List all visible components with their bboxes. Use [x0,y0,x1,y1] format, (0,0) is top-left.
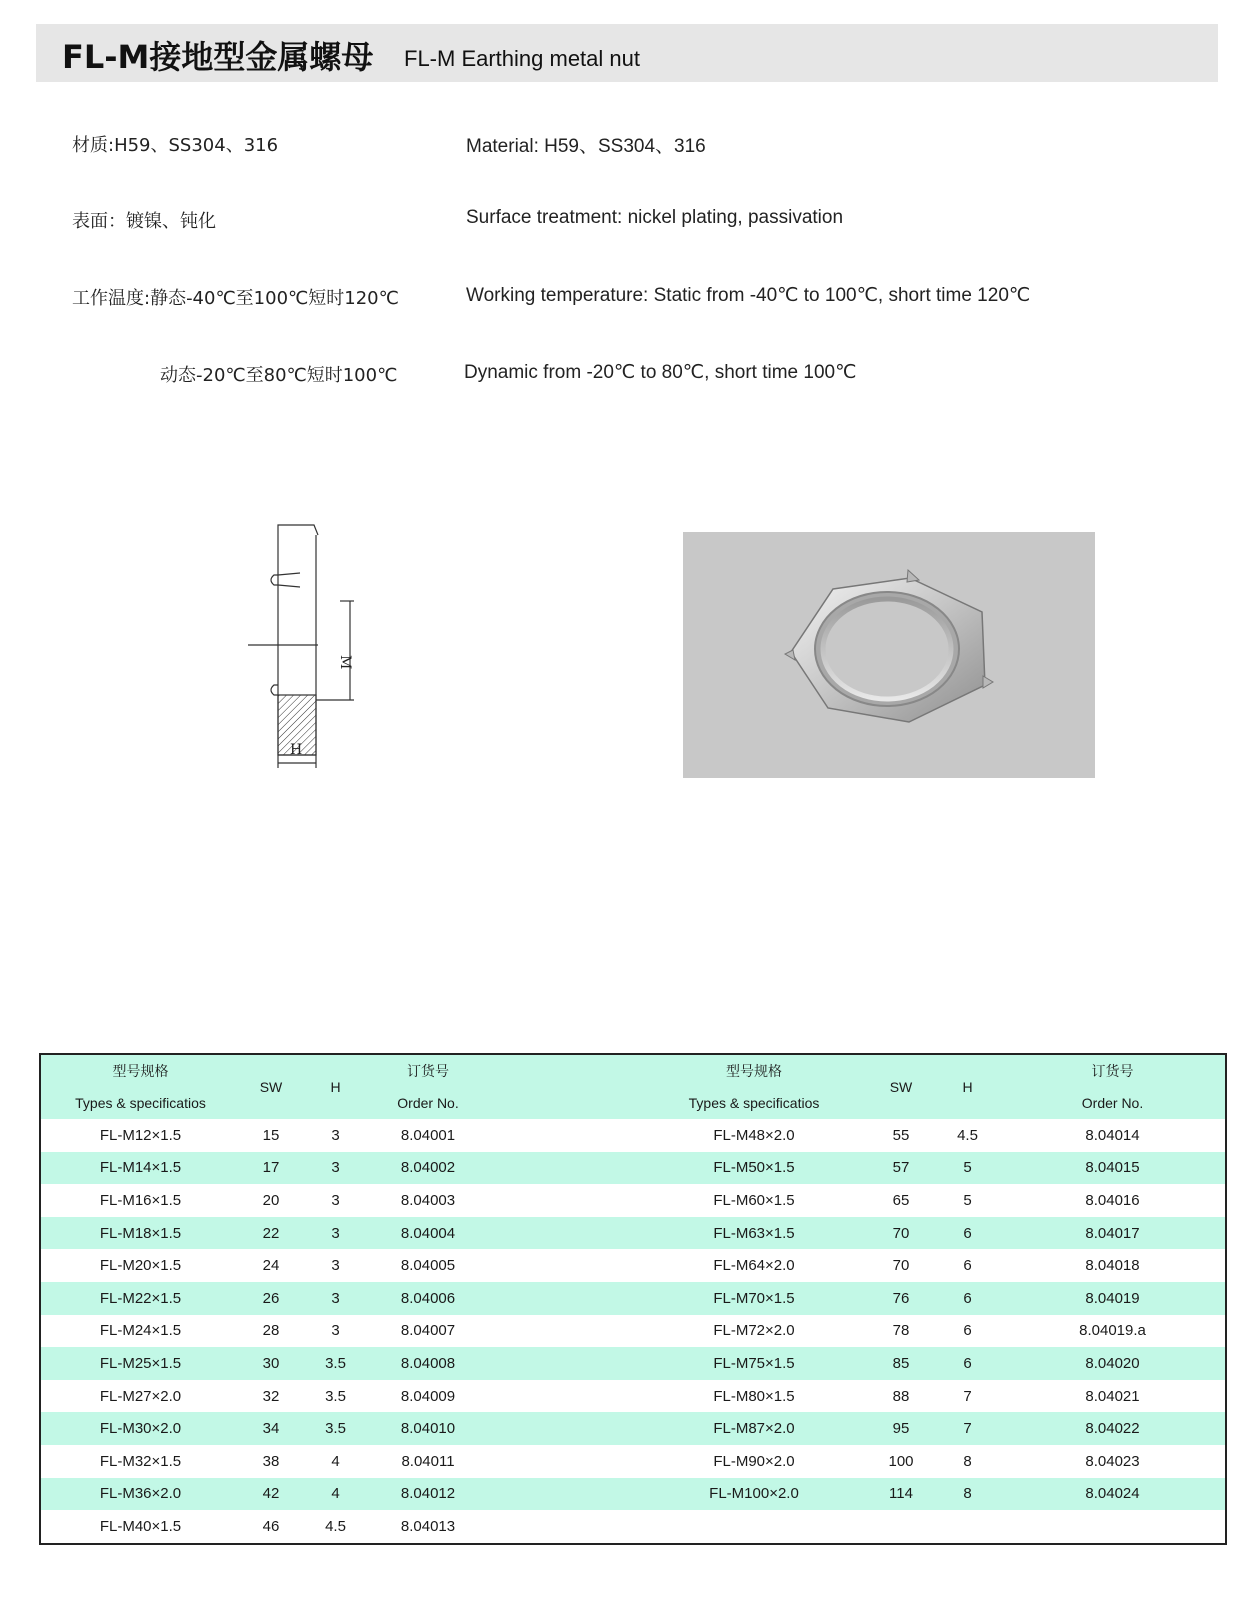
cell-left-order: 8.04004 [400,1224,456,1242]
table-row [40,1380,1226,1413]
cell-left-type: FL-M16×1.5 [99,1191,182,1209]
cell-right-type: FL-M63×1.5 [713,1224,795,1242]
cell-right-type: FL-M72×2.0 [713,1322,795,1340]
header-type-zh: 型号规格 [112,1064,169,1080]
cell-left-type: FL-M14×1.5 [99,1159,182,1177]
cell-right-sw: 85 [892,1354,910,1372]
header-order-en: Order No. [397,1095,459,1111]
cell-left-h: 3 [331,1126,340,1144]
cell-left-order: 8.04009 [400,1387,456,1405]
cell-left-order: 8.04007 [400,1322,456,1340]
cell-right-order: 8.04023 [1085,1452,1140,1470]
cell-right-type: FL-M90×2.0 [713,1452,795,1470]
cell-left-order: 8.04011 [401,1452,455,1470]
cell-right-type: FL-M80×1.5 [713,1387,795,1405]
table-row [40,1347,1226,1380]
header-order-zh: 订货号 [407,1064,449,1080]
cell-right-order: 8.04014 [1085,1126,1140,1144]
cell-left-sw: 46 [262,1517,280,1535]
cell-left-h: 4 [331,1452,340,1470]
cell-right-sw: 55 [892,1126,910,1144]
cell-right-order: 8.04015 [1085,1159,1140,1177]
page-title-zh: FL-M接地型金属螺母 [62,38,374,76]
cell-right-order: 8.04021 [1085,1387,1140,1405]
cell-left-sw: 20 [262,1191,280,1209]
cell-right-h: 6 [963,1354,972,1372]
cell-left-h: 3.5 [325,1387,346,1405]
table-row [40,1445,1226,1478]
cell-right-h: 7 [963,1420,972,1438]
cell-spacer [487,1510,641,1544]
spec-surface-en: Surface treatment: nickel plating, passivation [466,207,844,228]
cell-left-sw: 22 [262,1224,280,1242]
spec-temp-zh: 工作温度:静态-40℃至100℃短时120℃ [72,288,399,309]
cell-right-type: FL-M100×2.0 [709,1485,799,1503]
cell-left-sw: 32 [262,1387,280,1405]
cell-left-type: FL-M18×1.5 [99,1224,182,1242]
cell-left-type: FL-M27×2.0 [99,1387,182,1405]
header-h-right: H [962,1079,973,1095]
cell-left-order: 8.04013 [400,1517,456,1535]
cell-left-sw: 26 [262,1289,280,1307]
cell-spacer [487,1119,641,1152]
spec-material-zh: 材质:H59、SS304、316 [72,135,279,156]
cell-spacer [487,1152,641,1185]
table-row [40,1315,1226,1348]
cell-left-h: 4 [331,1485,340,1503]
cell-right-order: 8.04024 [1085,1485,1140,1503]
cell-left-type: FL-M32×1.5 [99,1452,182,1470]
cell-left-order: 8.04003 [400,1191,456,1209]
cell-left-h: 3 [331,1191,340,1209]
header-type-en-right: Types & specificatios [688,1095,820,1111]
cell-right-h: 6 [963,1289,972,1307]
table-row [40,1478,1226,1511]
cell-right-sw: 78 [892,1322,910,1340]
cell-right-type: FL-M60×1.5 [713,1191,795,1209]
cell-right-h: 6 [963,1257,972,1275]
cell-right-order: 8.04016 [1085,1191,1140,1209]
header-h: H [330,1079,341,1095]
table-row [40,1184,1226,1217]
cell-left-h: 3 [331,1289,340,1307]
cell-right-h: 5 [963,1159,972,1177]
cell-right-sw [867,1510,935,1544]
cell-right-type: FL-M64×2.0 [713,1257,795,1275]
cell-left-type: FL-M25×1.5 [99,1354,182,1372]
cell-right-type: FL-M75×1.5 [713,1354,795,1372]
cell-right-order: 8.04019.a [1079,1322,1146,1340]
cell-right-order: 8.04019 [1085,1289,1140,1307]
cell-left-type: FL-M20×1.5 [99,1257,182,1275]
cell-left-sw: 42 [262,1485,280,1503]
cell-left-type: FL-M12×1.5 [99,1126,182,1144]
header-spacer [487,1054,641,1119]
header-type-zh-right: 型号规格 [726,1064,782,1080]
dimension-m-label: M [337,655,353,670]
cell-right-sw: 70 [892,1257,910,1275]
cell-left-sw: 30 [262,1354,280,1372]
cell-left-sw: 28 [262,1322,280,1340]
cell-spacer [487,1412,641,1445]
cell-left-order: 8.04001 [400,1126,456,1144]
table-row [40,1249,1226,1282]
cell-left-sw: 15 [262,1126,280,1144]
spec-dynamic-en: Dynamic from -20℃ to 80℃, short time 100℃ [464,362,857,383]
page-title-en: FL-M Earthing metal nut [404,46,640,71]
table-row [40,1412,1226,1445]
cell-right-sw: 88 [892,1387,910,1405]
cell-spacer [487,1282,641,1315]
cell-right-h: 8 [963,1485,972,1503]
cell-right-sw: 70 [892,1224,910,1242]
specification-table [39,1053,1227,1545]
cell-spacer [487,1184,641,1217]
cell-left-type: FL-M30×2.0 [99,1420,182,1438]
cell-right-h: 6 [963,1322,972,1340]
cell-left-order: 8.04006 [400,1289,456,1307]
cell-right-h: 4.5 [957,1126,978,1144]
cell-left-order: 8.04010 [400,1420,456,1438]
cell-left-order: 8.04002 [400,1159,456,1177]
cell-left-sw: 17 [262,1159,280,1177]
cell-right-order [1000,1510,1226,1544]
table-row [40,1119,1226,1152]
cell-left-type: FL-M24×1.5 [99,1322,182,1340]
cell-spacer [487,1249,641,1282]
cell-right-order: 8.04018 [1085,1257,1140,1275]
cell-spacer [487,1217,641,1250]
cell-spacer [487,1347,641,1380]
cell-right-sw: 76 [892,1289,910,1307]
technical-drawing [240,515,370,775]
cell-spacer [487,1445,641,1478]
cell-right-h: 7 [963,1387,972,1405]
cell-left-h: 3 [331,1322,340,1340]
cell-right-sw: 100 [888,1452,914,1470]
cell-left-sw: 34 [262,1420,280,1438]
cell-spacer [487,1380,641,1413]
cell-left-h: 3.5 [325,1354,346,1372]
cell-left-order: 8.04008 [400,1354,456,1372]
product-photo [683,532,1095,778]
cell-right-sw: 57 [892,1159,910,1177]
table-row [40,1217,1226,1250]
spec-dynamic-zh: 动态-20℃至80℃短时100℃ [160,365,398,386]
table-row [40,1510,1226,1544]
table-body [40,1119,1226,1544]
cell-spacer [487,1478,641,1511]
cell-right-type [641,1510,867,1544]
cell-spacer [487,1315,641,1348]
cell-left-h: 3 [331,1257,340,1275]
cell-right-type: FL-M50×1.5 [713,1159,795,1177]
cell-left-h: 3 [331,1159,340,1177]
cell-right-h: 6 [963,1224,972,1242]
spec-material-en: Material: H59、SS304、316 [466,136,706,157]
hex-nut-icon [683,532,1095,778]
cell-right-h: 8 [963,1452,972,1470]
cell-left-h: 4.5 [325,1517,346,1535]
nut-cross-section-icon [240,515,370,775]
cell-right-type: FL-M87×2.0 [713,1420,795,1438]
cell-left-type: FL-M40×1.5 [99,1517,182,1535]
cell-right-h [935,1510,1000,1544]
dimension-h-label: H [290,742,303,758]
cell-left-order: 8.04005 [400,1257,456,1275]
cell-right-sw: 95 [892,1420,910,1438]
header-sw: SW [259,1079,283,1095]
cell-left-h: 3 [331,1224,340,1242]
cell-left-order: 8.04012 [400,1485,456,1503]
spec-temp-en: Working temperature: Static from -40℃ to 100℃, short time 120℃ [466,285,1031,306]
cell-left-sw: 38 [262,1452,280,1470]
cell-right-sw: 65 [892,1191,910,1209]
header-order-zh-right: 订货号 [1091,1064,1134,1080]
cell-right-order: 8.04017 [1085,1224,1140,1242]
header-sw-right: SW [889,1079,913,1095]
cell-right-type: FL-M48×2.0 [713,1126,795,1144]
cell-right-h: 5 [963,1191,972,1209]
cell-left-h: 3.5 [325,1420,346,1438]
header-order-en-right: Order No. [1081,1095,1144,1111]
cell-right-order: 8.04020 [1085,1354,1140,1372]
table-header [40,1054,1226,1119]
table-row [40,1282,1226,1315]
header-type-en: Types & specificatios [75,1095,206,1111]
cell-left-type: FL-M36×2.0 [99,1485,182,1503]
cell-right-sw: 114 [889,1485,913,1503]
cell-left-sw: 24 [262,1257,280,1275]
title-bar [36,24,1218,82]
cell-left-type: FL-M22×1.5 [99,1289,182,1307]
cell-right-type: FL-M70×1.5 [713,1289,795,1307]
cell-right-order: 8.04022 [1085,1420,1140,1438]
table-row [40,1152,1226,1185]
spec-surface-zh: 表面：镀镍、钝化 [72,211,216,232]
